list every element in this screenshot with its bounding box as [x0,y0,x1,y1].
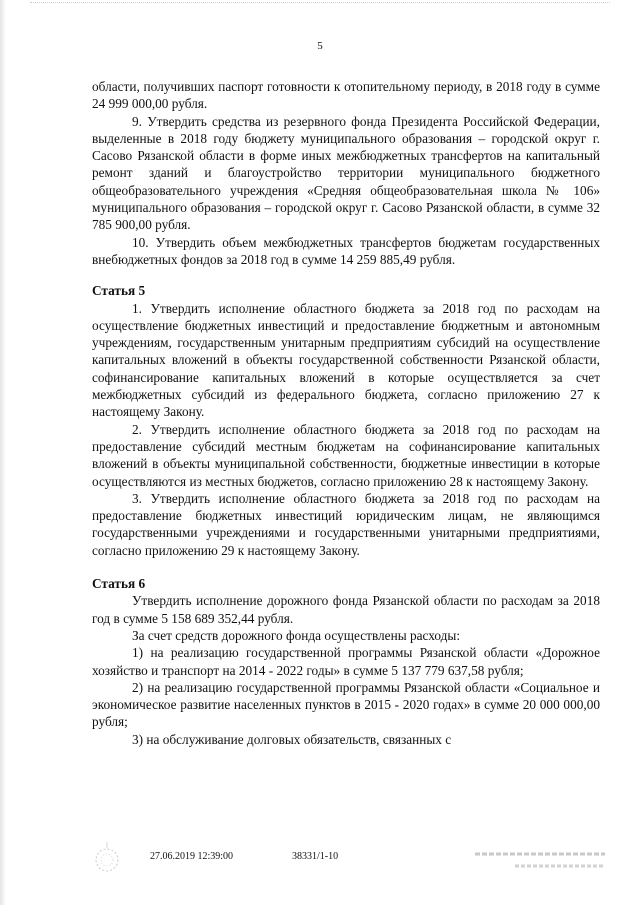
paragraph: 3) на обслуживание долговых обязательств, связанных с [132,731,452,747]
paragraph: 1) на реализацию государственной программы Рязанской области «Дорожное хозяйство и транспорт на 2014 - 2022 годы» в сумме 5 137 779 637,58 рубля; [92,645,600,678]
footer-document-code: 38331/1-10 [292,851,339,862]
footer-datetime: 27.06.2019 12:39:00 [150,851,234,862]
page-number: 5 [317,40,323,52]
paragraph: 2. Утвердить исполнение областного бюджета за 2018 год по расходам на предоставление субсидий местным бюджетам на софинансирование капитальных вложений в объекты муниципальной собственности, бюджетные инвестиции в которые осуществляются из местных бюджетов, согласно приложению 28 к настоящему Закону. [92,421,600,489]
article-heading: Статья 5 [92,283,146,299]
document-body [92,78,600,748]
paragraph: 9. Утвердить средства из резервного фонда Президента Российской Федерации, выделенные в 2018 году бюджету муниципального образования – городской округ г. Сасово Рязанской области в форме иных межбюджетных трансфертов на капитальный ремонт зданий и благоустройство территории муниципального бюджетного общеобразовательного учреждения «Средняя общеобразовательная школа № 106» муниципального образования – городской округ г. Сасово Рязанской области, в сумме 32 785 900,00 рубля. [92,113,600,233]
paragraph: 3. Утвердить исполнение областного бюджета за 2018 год по расходам на предоставление бюджетных инвестиций юридическим лицам, не являющимся государственными учреждениями и государственными унитарными предприятиями, согласно приложению 29 к настоящему Закону. [92,490,600,558]
electronic-stamp-icon [455,846,615,876]
paragraph: 1. Утвердить исполнение областного бюджета за 2018 год по расходам на осуществление бюджетных инвестиций и предоставление бюджетным и автономным учреждениям, государственным унитарным предприятиям субсидий на осуществление капитальных вложений в объекты государственной собственности Рязанской области, софинансирование капитальных вложений в которые осуществляется за счет межбюджетных субсидий из федерального бюджета, согласно приложению 27 к настоящему Закону. [92,300,600,420]
paragraph: За счет средств дорожного фонда осуществлены расходы: [132,627,461,643]
paragraph: Утвердить исполнение дорожного фонда Рязанской области по расходам за 2018 год в сумме 5 158 689 352,44 рубля. [92,593,600,626]
paragraph: 10. Утвердить объем межбюджетных трансфертов бюджетам государственных внебюджетных фондов за 2018 год в сумме 14 259 885,49 рубля. [92,234,600,267]
paragraph: области, получивших паспорт готовности к отопительному периоду, в 2018 году в сумме 24 999 000,00 рубля. [92,79,600,112]
scan-edge [0,0,6,905]
paragraph: 2) на реализацию государственной программы Рязанской области «Социальное и экономическое развитие населенных пунктов в 2015 - 2020 годах» в сумме 20 000 000,00 рубля; [92,679,600,730]
scan-top-noise [30,2,610,7]
article-heading: Статья 6 [92,576,146,592]
